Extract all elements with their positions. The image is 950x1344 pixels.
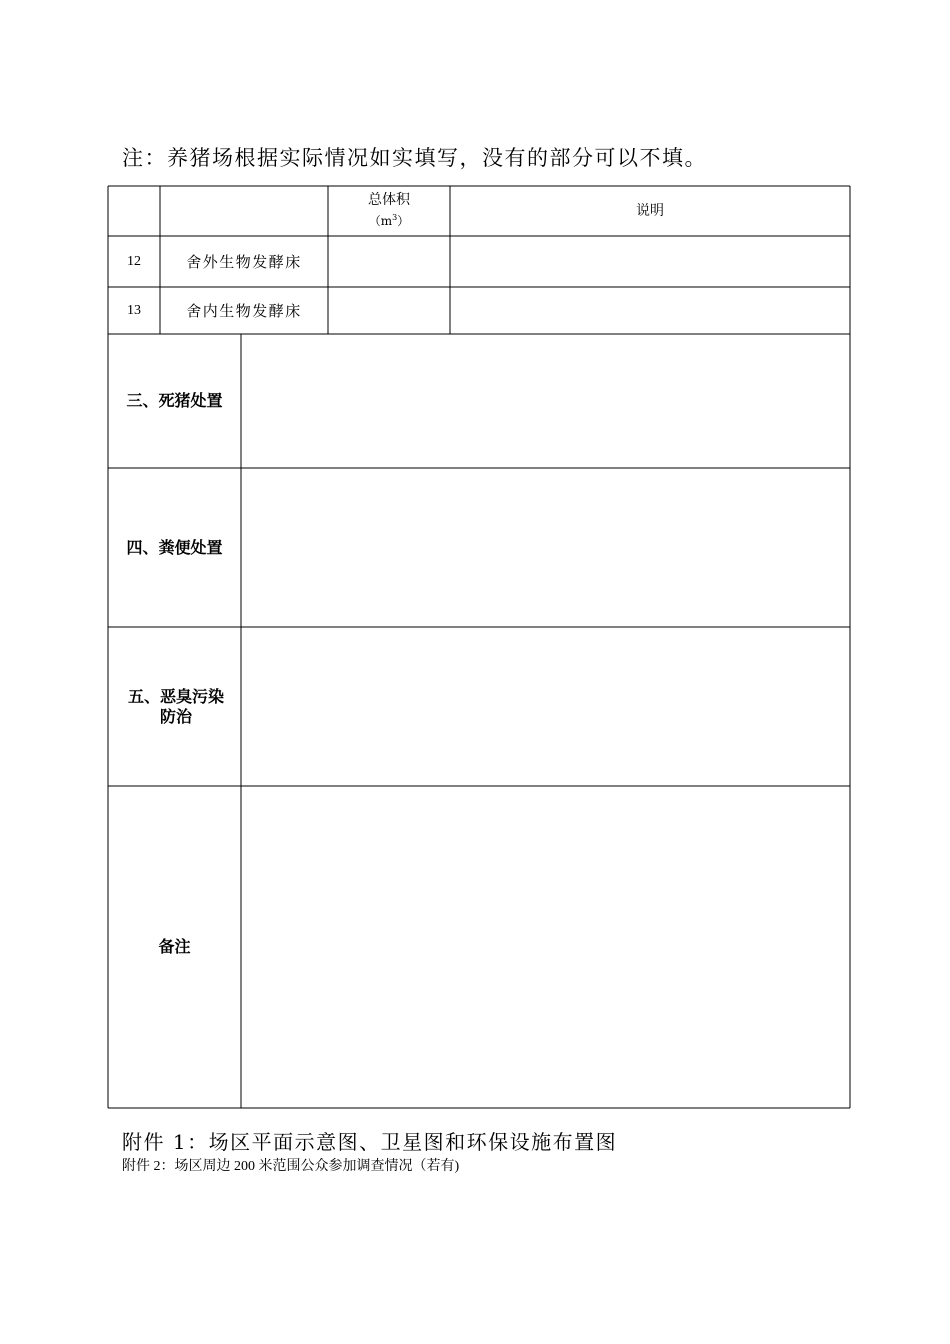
volume-unit-exp: 3 xyxy=(392,213,398,222)
table-row-number: 13 xyxy=(127,302,141,318)
form-note: 注：养猪场根据实际情况如实填写，没有的部分可以不填。 xyxy=(122,146,707,170)
attachment-1: 附件 1：场区平面示意图、卫星图和环保设施布置图 xyxy=(122,1130,618,1154)
table-row-number: 12 xyxy=(127,253,141,269)
description-input[interactable] xyxy=(450,287,850,334)
volume-unit-base: （m xyxy=(368,214,393,228)
section-label-odor-control: 五、恶臭污染防治 xyxy=(127,686,224,726)
volume-unit xyxy=(369,209,410,230)
section-label-dead-pig-disposal: 三、死猪处置 xyxy=(126,391,223,410)
header-cell-description: 说明 xyxy=(636,202,664,219)
header-cell-volume xyxy=(328,186,450,236)
volume-label: 总体积 xyxy=(368,192,410,208)
header-cell-item xyxy=(160,186,328,236)
header-cell-index xyxy=(108,186,160,236)
volume-unit-close: ） xyxy=(397,214,410,228)
section-input-dead-pig-disposal[interactable] xyxy=(241,334,850,468)
section-input-remarks[interactable] xyxy=(241,786,850,1108)
section-input-odor-control[interactable] xyxy=(241,627,850,786)
section-input-manure-disposal[interactable] xyxy=(241,468,850,627)
attachment-2: 附件 2：场区周边 200 米范围公众参加调查情况（若有) xyxy=(122,1159,460,1174)
volume-input[interactable] xyxy=(328,287,450,334)
table-row-name: 舍内生物发酵床 xyxy=(186,302,302,320)
section-label-remarks: 备注 xyxy=(158,937,191,956)
description-input[interactable] xyxy=(450,236,850,287)
section-label-manure-disposal: 四、粪便处置 xyxy=(126,537,223,557)
table-row-name: 舍外生物发酵床 xyxy=(186,253,302,271)
volume-input[interactable] xyxy=(328,236,450,287)
